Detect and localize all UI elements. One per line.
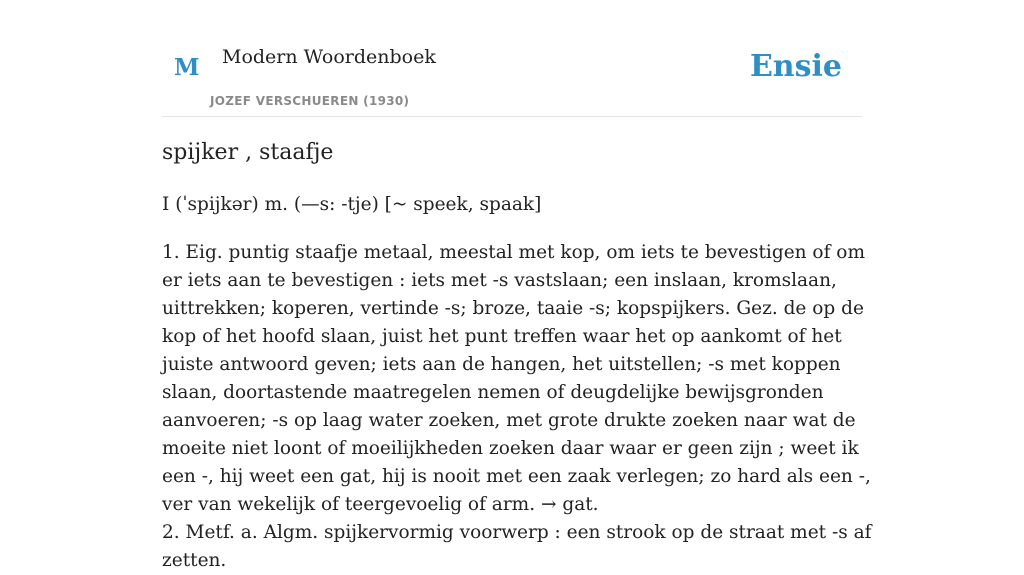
- sense-2: 2. Metf. a. Algm. spijkervormig voorwerp : een strook op de straat met -s af zetten.: [162, 522, 872, 571]
- entry-senses: [162, 239, 872, 575]
- brand-logo[interactable]: Ensie: [749, 49, 842, 84]
- book-logo[interactable]: M: [174, 54, 200, 81]
- entry-pronunciation: I (ˈspijkər) m. (—s: -tje) [~ speek, spaak]: [162, 194, 542, 215]
- header: [162, 0, 862, 117]
- sense-1: 1. Eig. puntig staafje metaal, meestal met kop, om iets te bevestigen of om er iets aan te bevestigen : iets met -s vastslaan; een inslaan, kromslaan, uittrekken; koperen, vertinde -s; broze, taaie -s; kopspijkers. Gez. de op de kop of het hoofd slaan, juist het punt treffen waar het op aankomt of het juiste antwoord geven; iets aan de hangen, het uitstellen; -s met koppen slaan, doortastende maatregelen nemen of deugdelijke bewijsgronden aanvoeren; -s op laag water zoeken, met grote drukte zoeken naar wat de moeite niet loont of moeilijkheden zoeken daar waar er geen zijn ; weet ik een -, hij weet een gat, hij is nooit met een zaak verlegen; zo hard als een -, ver van wekelijk of teergevoelig of arm. → gat.: [162, 242, 871, 515]
- book-author: JOZEF VERSCHUEREN (1930): [210, 94, 410, 108]
- entry-headword: spijker , staafje: [162, 140, 334, 165]
- book-title[interactable]: Modern Woordenboek: [222, 46, 436, 68]
